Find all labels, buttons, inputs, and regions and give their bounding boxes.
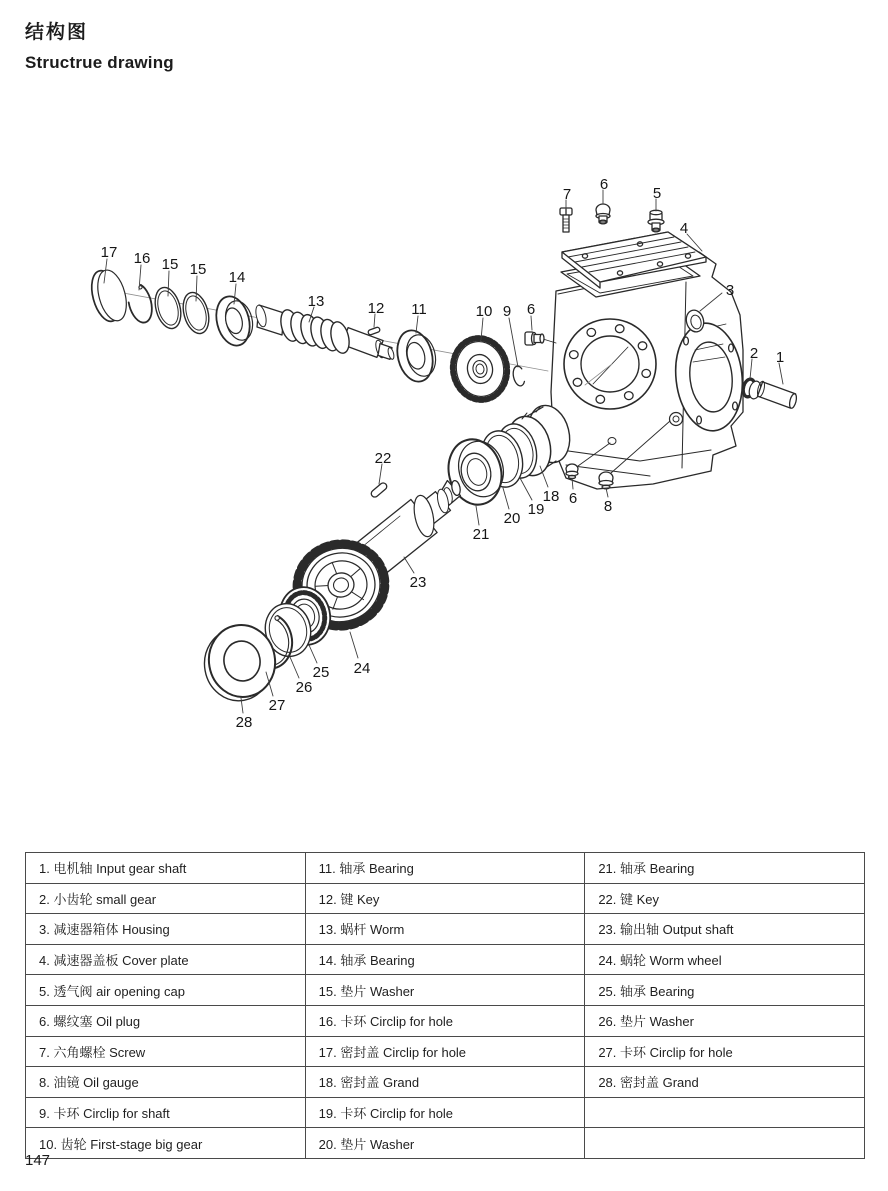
page-title-english: Structrue drawing (25, 52, 174, 72)
leader-line (531, 316, 532, 330)
table-row (26, 1067, 865, 1098)
seal-ring-17 (87, 266, 132, 325)
page-title-chinese: 结构图 (25, 22, 89, 43)
air-opening-cap (648, 210, 664, 232)
leader-line (779, 363, 783, 384)
part-number-label: 24 (353, 660, 371, 677)
table-cell: 21. 轴承 Bearing (585, 853, 865, 884)
part-number-label: 6 (568, 490, 578, 507)
part-number-label: 8 (603, 498, 613, 515)
leader-line (404, 557, 414, 573)
part-number-label: 11 (411, 301, 427, 318)
part-number-label: 5 (652, 185, 662, 202)
table-row (26, 883, 865, 914)
part-number-label: 19 (527, 501, 545, 518)
table-cell: 22. 键 Key (585, 883, 865, 914)
leader-line (350, 632, 358, 658)
part-number-label: 10 (475, 303, 493, 320)
table-cell: 12. 键 Key (305, 883, 585, 914)
part-number-label: 3 (725, 282, 735, 299)
part-number-label: 7 (562, 186, 572, 203)
table-cell: 8. 油镜 Oil gauge (26, 1067, 306, 1098)
table-cell: 23. 输出轴 Output shaft (585, 914, 865, 945)
table-cell: 25. 轴承 Bearing (585, 975, 865, 1006)
table-cell (585, 1128, 865, 1159)
first-stage-big-gear (448, 334, 512, 404)
part-number-label: 9 (502, 303, 512, 320)
table-cell: 27. 卡环 Circlip for hole (585, 1036, 865, 1067)
leader-line (309, 645, 317, 663)
leader-line (476, 506, 479, 525)
part-number-label: 12 (367, 300, 385, 317)
part-number-label: 13 (307, 293, 325, 310)
table-cell: 16. 卡环 Circlip for hole (305, 1005, 585, 1036)
part-number-label: 4 (679, 220, 689, 237)
worm-bearing-rear (392, 326, 440, 385)
part-number-label: 21 (472, 526, 490, 543)
table-row (26, 1036, 865, 1067)
part-number-label: 15 (161, 256, 179, 273)
parts-table (25, 852, 865, 1159)
oil-plug-mid (525, 332, 556, 345)
table-cell: 5. 透气阀 air opening cap (26, 975, 306, 1006)
part-number-label: 14 (228, 269, 246, 286)
part-number-label: 15 (189, 261, 207, 278)
table-cell: 28. 密封盖 Grand (585, 1067, 865, 1098)
table-cell: 3. 减速器箱体 Housing (26, 914, 306, 945)
leader-line (290, 657, 299, 678)
table-row (26, 975, 865, 1006)
page-number: 147 (25, 1152, 51, 1169)
table-cell: 19. 卡环 Circlip for hole (305, 1097, 585, 1128)
table-cell: 20. 垫片 Washer (305, 1128, 585, 1159)
leader-line (379, 464, 382, 484)
table-cell (585, 1097, 865, 1128)
part-number-label: 18 (542, 488, 560, 505)
key-worm (368, 327, 381, 336)
table-row (26, 853, 865, 884)
table-cell: 1. 电机轴 Input gear shaft (26, 853, 306, 884)
table-cell: 18. 密封盖 Grand (305, 1067, 585, 1098)
part-number-label: 22 (374, 450, 392, 467)
table-cell: 14. 轴承 Bearing (305, 944, 585, 975)
part-number-label: 28 (235, 714, 253, 731)
table-row (26, 1005, 865, 1036)
leader-line (520, 478, 532, 500)
part-number-label: 6 (526, 301, 536, 318)
table-cell: 11. 轴承 Bearing (305, 853, 585, 884)
part-number-label: 6 (599, 176, 609, 193)
table-cell: 17. 密封盖 Circlip for hole (305, 1036, 585, 1067)
table-cell: 4. 减速器盖板 Cover plate (26, 944, 306, 975)
part-number-label: 2 (749, 345, 759, 362)
circlip-9 (512, 365, 526, 387)
table-cell: 26. 垫片 Washer (585, 1005, 865, 1036)
leader-line (416, 316, 418, 333)
part-number-label: 27 (268, 697, 286, 714)
table-cell: 2. 小齿轮 small gear (26, 883, 306, 914)
leader-line (750, 359, 752, 379)
table-cell: 13. 蜗杆 Worm (305, 914, 585, 945)
part-number-label: 16 (133, 250, 151, 267)
part-number-label: 26 (295, 679, 313, 696)
table-cell: 9. 卡环 Circlip for shaft (26, 1097, 306, 1128)
input-gear-shaft (756, 381, 798, 409)
table-row (26, 1128, 865, 1159)
leader-line (503, 488, 509, 509)
table-row (26, 1097, 865, 1128)
table-row (26, 914, 865, 945)
table-row (26, 944, 865, 975)
table-cell: 24. 蜗轮 Worm wheel (585, 944, 865, 975)
part-number-label: 20 (503, 510, 521, 527)
table-cell: 7. 六角螺栓 Screw (26, 1036, 306, 1067)
circlip-16 (125, 283, 156, 325)
table-cell: 10. 齿轮 First-stage big gear (26, 1128, 306, 1159)
leader-line (509, 318, 518, 367)
table-cell: 6. 螺纹塞 Oil plug (26, 1005, 306, 1036)
part-number-label: 25 (312, 664, 330, 681)
oil-plug-top (596, 204, 610, 224)
part-number-label: 17 (100, 244, 118, 261)
part-number-label: 23 (409, 574, 427, 591)
part-number-label: 1 (775, 349, 785, 366)
table-cell: 15. 垫片 Washer (305, 975, 585, 1006)
housing (551, 252, 747, 489)
screw (560, 208, 572, 232)
